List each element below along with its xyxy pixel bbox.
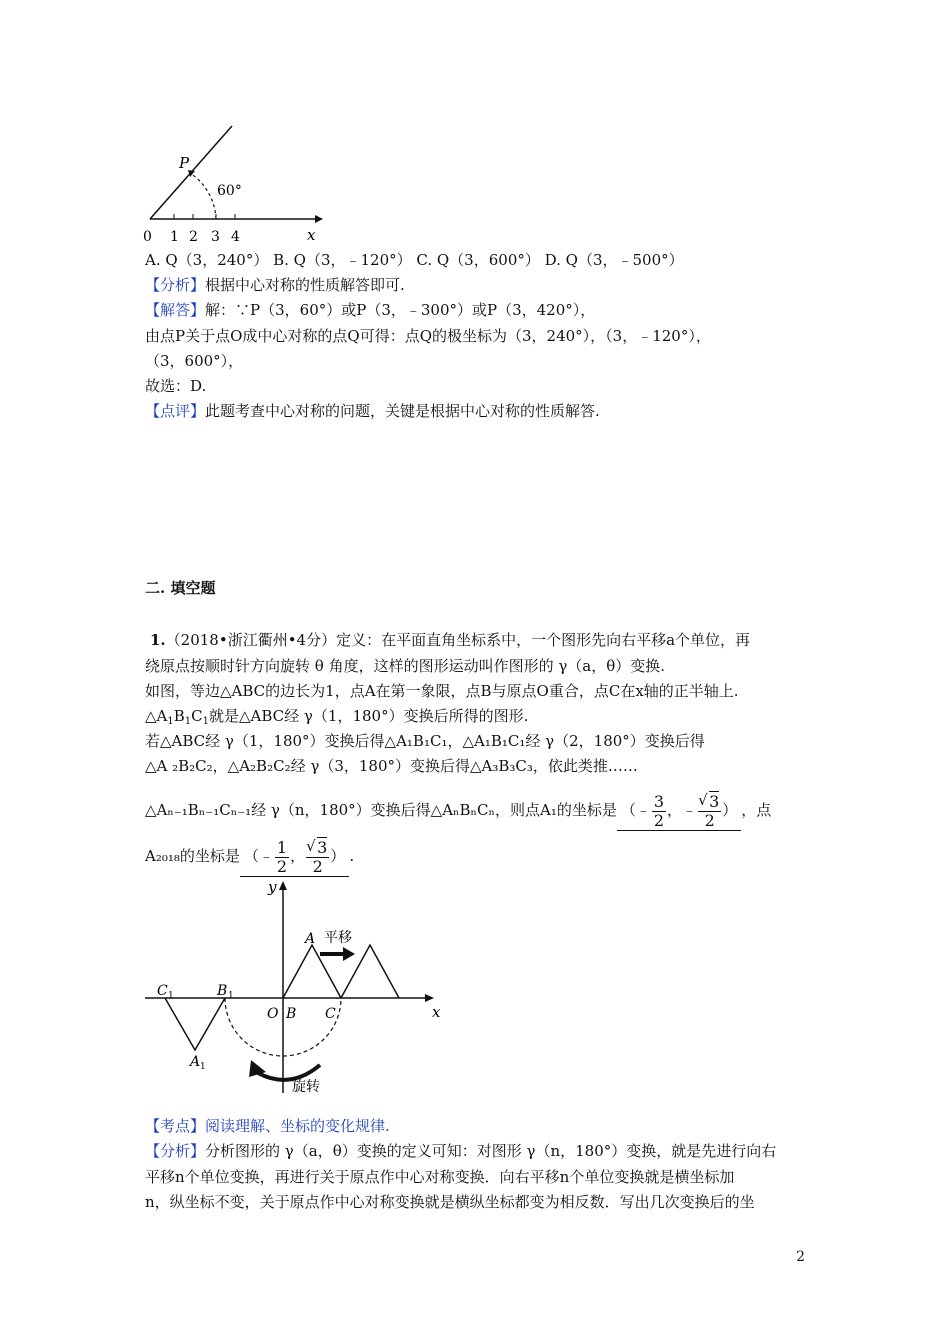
ans2-frac2 [306, 839, 329, 876]
ans2-num2: 3 [317, 837, 328, 857]
q1-line4-c: C [191, 707, 203, 725]
transform-figure [140, 875, 450, 1105]
label-a: A [305, 931, 316, 947]
q1-line4-d: 就是△ABC经 γ（1，180°）变换后所得的图形. [209, 707, 529, 725]
ans2-den1: 2 [276, 856, 288, 876]
q1-line4-sub3: 1 [202, 716, 210, 727]
answer-options: A. Q（3，240°） B. Q（3，﹣120°） C. Q（3，600°） D. Q（3，﹣500°） [145, 251, 684, 269]
tick-3: 3 [211, 229, 220, 245]
ans1-open: （﹣ [620, 801, 651, 819]
analysis-line [145, 275, 405, 295]
label-a1-sub: 1 [200, 1062, 206, 1072]
x-axis-label-2: x [432, 1003, 441, 1021]
solution-analysis-text-1: 分析图形的 γ（a，θ）变换的定义可知：对图形 γ（n，180°）变换，就是先进行向右 [205, 1142, 777, 1160]
answer-text-1: 解：∵P（3，60°）或P（3，﹣300°）或P（3，420°）， [205, 301, 596, 319]
analysis-text: 根据中心对称的性质解答即可. [205, 276, 405, 294]
q1-line4-a: △A [145, 707, 168, 725]
tick-1: 1 [170, 229, 179, 245]
label-b: B [286, 1006, 297, 1022]
answer-tag: 【解答】 [145, 301, 206, 319]
q1-line4-b: B [173, 707, 185, 725]
answer-blank-2 [240, 836, 349, 877]
ans1-mid: ，﹣ [667, 801, 698, 819]
q1-text-1: （2018•浙江衢州•4分）定义：在平面直角坐标系中，一个图形先向右平移a个单位，再 [165, 631, 751, 649]
angle-label: 60° [217, 183, 242, 199]
answer-line-3: （3，600°）， [145, 352, 244, 370]
q1-line4-sub2: 1 [184, 716, 192, 727]
answer-blank-1 [617, 790, 741, 831]
label-c1: C [157, 983, 168, 999]
solution-analysis-3: n，纵坐标不变，关于原点作中心对称变换就是横纵坐标都变为相反数．写出几次变换后的坐 [145, 1193, 755, 1211]
answer-line-2: 由点P关于点O成中心对称的点Q可得：点Q的极坐标为（3，240°），（3，﹣120°）， [145, 327, 711, 345]
tick-0: 0 [143, 229, 152, 245]
ans2-num1: 1 [276, 837, 288, 857]
ans2-den2: 2 [312, 856, 323, 876]
q1-line-5: 若△ABC经 γ（1，180°）变换后得△A₁B₁C₁，△A₁B₁C₁经 γ（2，180°）变换后得 [145, 732, 705, 750]
ans2-sqrt [308, 838, 327, 857]
ans1-sqrt [700, 792, 719, 811]
q1-line-8 [145, 836, 354, 876]
rotate-label: 旋转 [292, 1079, 320, 1095]
tick-2: 2 [189, 229, 198, 245]
q1-number: 1. [150, 631, 166, 649]
x-axis-label: x [307, 226, 316, 244]
page-number: 2 [796, 1249, 805, 1265]
solution-analysis-2: 平移n个单位变换，再进行关于原点作中心对称变换．向右平移n个单位变换就是横坐标加 [145, 1168, 735, 1186]
point-p-label: P [179, 154, 190, 172]
q1-line-2: 绕原点按顺时针方向旋转 θ 角度，这样的图形运动叫作图形的 γ（a，θ）变换. [145, 657, 666, 675]
q1-line8-prefix: A₂₀₁₈的坐标是 [145, 847, 240, 865]
ans2-frac1 [275, 839, 289, 876]
label-c: C [325, 1006, 336, 1022]
answer-line-1 [145, 300, 595, 320]
kaodian-line [145, 1116, 390, 1136]
q1-line-3: 如图，等边△ABC的边长为1，点A在第一象限，点B与原点O重合，点C在x轴的正半轴上. [145, 682, 739, 700]
answer-line-4: 故选：D. [145, 377, 207, 395]
tick-4: 4 [231, 229, 240, 245]
q1-line-1 [150, 630, 750, 650]
ans1-frac1 [652, 793, 666, 830]
comment-line [145, 401, 600, 421]
label-b1-sub: 1 [228, 991, 234, 1001]
kaodian-tag: 【考点】 [145, 1117, 206, 1135]
analysis-tag: 【分析】 [145, 276, 206, 294]
label-a1: A [190, 1054, 201, 1070]
kaodian-text: 阅读理解、坐标的变化规律. [205, 1117, 390, 1135]
q1-line-7 [145, 790, 771, 830]
ans1-num2: 3 [709, 791, 720, 811]
ans2-mid: ， [290, 847, 306, 865]
solution-analysis-1 [145, 1141, 776, 1161]
q1-line8-suffix: . [349, 847, 355, 865]
q1-line7-suffix: ，点 [741, 801, 772, 819]
ans1-den1: 2 [653, 810, 665, 830]
comment-tag: 【点评】 [145, 402, 206, 420]
section-title: 二. 填空题 [145, 579, 216, 597]
ans2-open: （﹣ [243, 847, 274, 865]
label-b1: B [217, 983, 228, 999]
q1-line7-prefix: △Aₙ₋₁Bₙ₋₁Cₙ₋₁经 γ（n，180°）变换后得△AₙBₙCₙ，则点A₁的坐标是 [145, 801, 617, 819]
ans1-num1: 3 [653, 791, 665, 811]
translate-label: 平移 [324, 930, 352, 946]
ans1-den2: 2 [704, 810, 715, 830]
ans1-close: ） [722, 801, 738, 819]
ans2-close: ） [330, 847, 346, 865]
q1-line4-sub1: 1 [167, 716, 174, 727]
q1-line-4 [145, 706, 528, 732]
y-axis-label: y [268, 878, 277, 896]
angle-figure [135, 118, 335, 248]
q1-line-6: △A ₂B₂C₂，△A₂B₂C₂经 γ（3，180°）变换后得△A₃B₃C₃，依此类推…… [145, 757, 638, 775]
ans1-frac2 [698, 793, 721, 830]
solution-analysis-tag: 【分析】 [145, 1142, 206, 1160]
label-o: O [267, 1006, 279, 1022]
comment-text: 此题考查中心对称的问题，关键是根据中心对称的性质解答. [205, 402, 600, 420]
label-c1-sub: 1 [168, 991, 174, 1001]
